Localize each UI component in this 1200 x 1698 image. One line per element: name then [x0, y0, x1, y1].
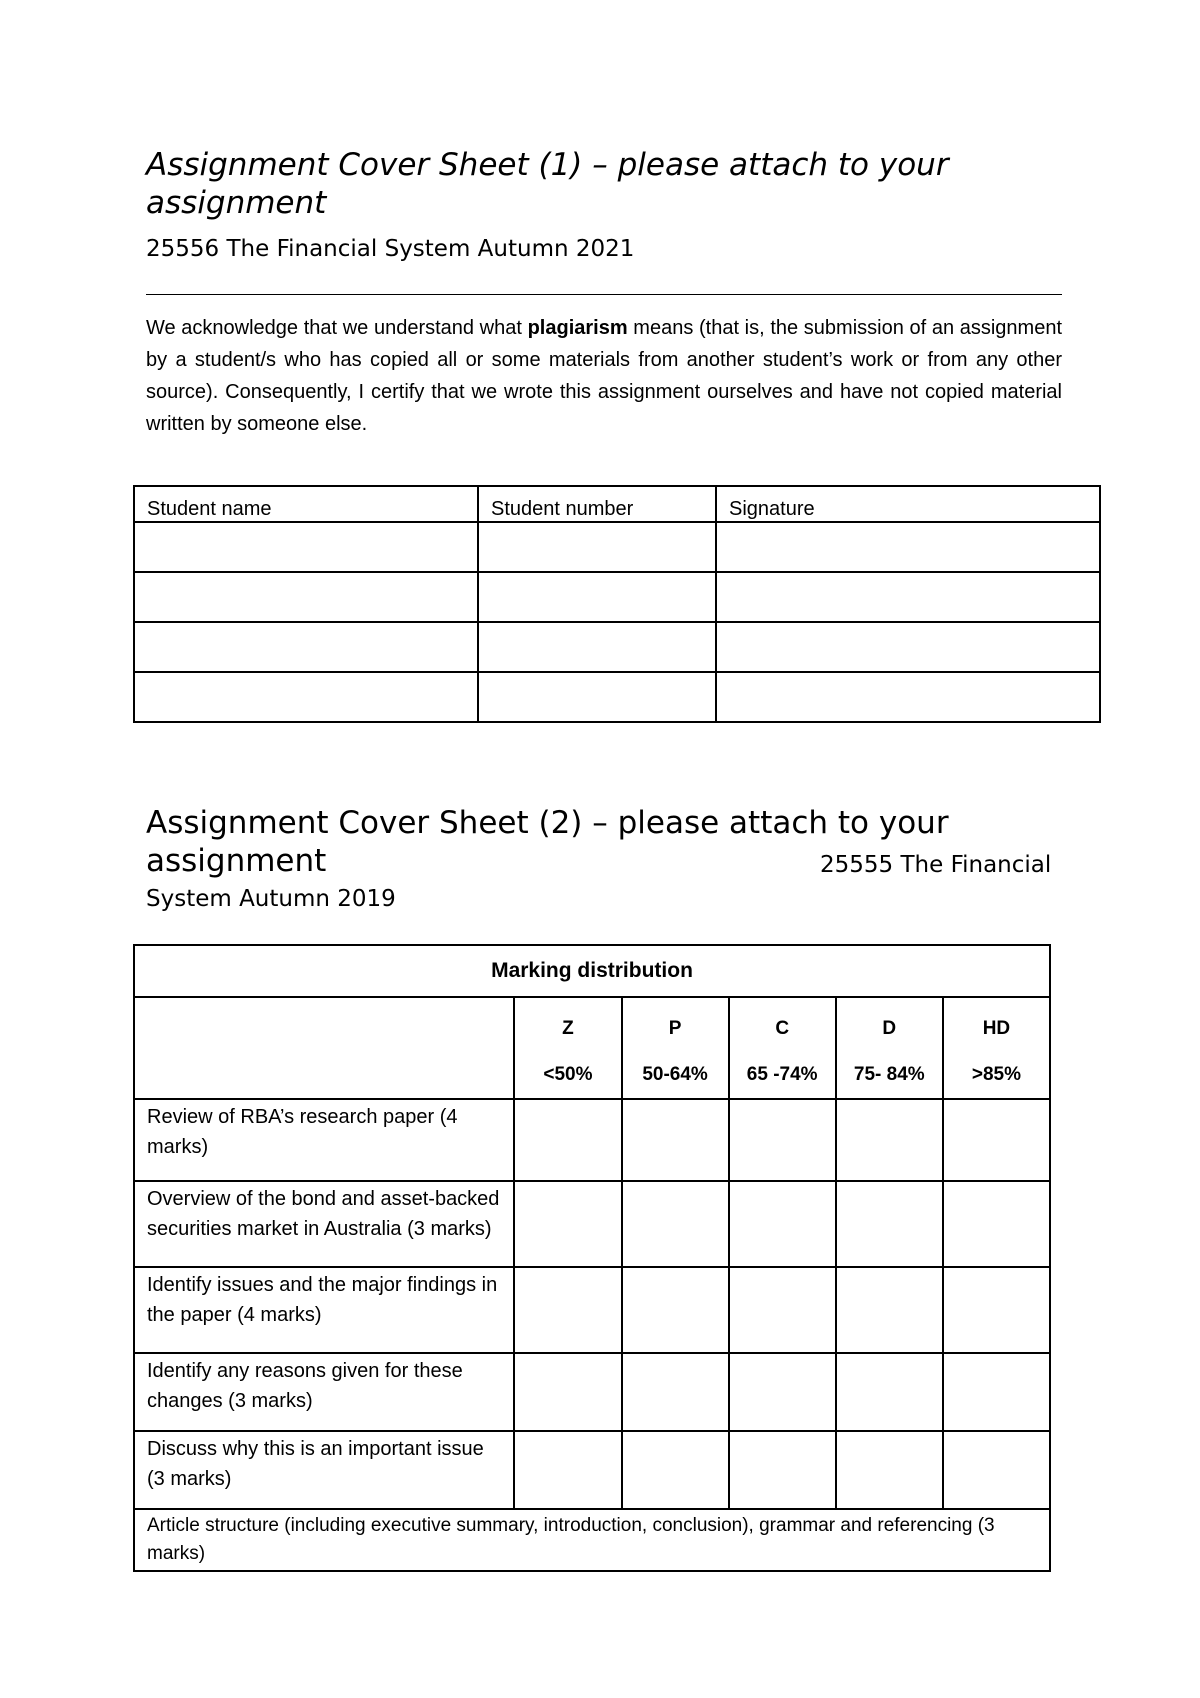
student-table	[133, 485, 1101, 723]
mark-cell[interactable]	[943, 1353, 1050, 1431]
student-number-cell[interactable]	[478, 622, 716, 672]
grade-z	[514, 997, 621, 1099]
blank-header-cell	[134, 997, 514, 1099]
table-row	[134, 1267, 1050, 1353]
student-name-cell[interactable]	[134, 522, 478, 572]
mark-cell[interactable]	[622, 1181, 729, 1267]
signature-cell[interactable]	[716, 622, 1100, 672]
mark-cell[interactable]	[836, 1267, 943, 1353]
mark-cell[interactable]	[943, 1181, 1050, 1267]
grade-hd	[943, 997, 1050, 1099]
grade-p	[622, 997, 729, 1099]
grade-range: <50%	[543, 1064, 593, 1085]
header-student-number: Student number	[478, 486, 716, 522]
table-row	[134, 1181, 1050, 1267]
cover-sheet-2-title: Assignment Cover Sheet (2) – please attach to your assignment	[146, 805, 949, 879]
declaration-text-after: means (that is, the submission of an assignment by a student/s who has copied all or some materials from another student’s work or from any other source). Consequently, I certify that we wrote this assignment ourselves and have not copied material written by someone else.	[146, 317, 1062, 435]
mark-cell[interactable]	[729, 1353, 836, 1431]
cover-sheet-2-subtitle: System Autumn 2019	[146, 886, 396, 912]
header-student-name: Student name	[134, 486, 478, 522]
divider	[146, 294, 1062, 295]
mark-cell[interactable]	[622, 1267, 729, 1353]
header-signature: Signature	[716, 486, 1100, 522]
criterion-label: Identify any reasons given for these changes (3 marks)	[134, 1353, 514, 1431]
table-row	[134, 1509, 1050, 1571]
mark-cell[interactable]	[514, 1099, 621, 1181]
mark-cell[interactable]	[836, 1353, 943, 1431]
grade-range: >85%	[971, 1064, 1021, 1085]
table-row	[134, 1099, 1050, 1181]
table-row	[134, 672, 1100, 722]
table-row	[134, 1353, 1050, 1431]
marking-distribution-table	[133, 944, 1051, 1572]
mark-cell[interactable]	[514, 1431, 621, 1509]
mark-cell[interactable]	[622, 1353, 729, 1431]
grade-letter: C	[775, 1018, 790, 1039]
student-name-cell[interactable]	[134, 672, 478, 722]
student-number-cell[interactable]	[478, 672, 716, 722]
mark-cell[interactable]	[729, 1099, 836, 1181]
student-table-header	[134, 486, 1100, 522]
mark-cell[interactable]	[514, 1181, 621, 1267]
criterion-label: Review of RBA’s research paper (4 marks)	[134, 1099, 514, 1181]
table-row	[134, 622, 1100, 672]
mark-cell[interactable]	[836, 1099, 943, 1181]
mark-cell[interactable]	[729, 1267, 836, 1353]
grade-letter: HD	[982, 1018, 1011, 1039]
grade-range: 75- 84%	[853, 1064, 925, 1085]
grade-letter: P	[668, 1018, 682, 1039]
grade-range: 50-64%	[642, 1064, 708, 1085]
article-structure-criterion: Article structure (including executive summary, introduction, conclusion), grammar and referencing (3 marks)	[134, 1509, 1050, 1571]
signature-cell[interactable]	[716, 672, 1100, 722]
mark-cell[interactable]	[729, 1431, 836, 1509]
signature-cell[interactable]	[716, 572, 1100, 622]
table-row	[134, 522, 1100, 572]
cover-sheet-1-title: Assignment Cover Sheet (1) – please attach to your assignment	[146, 147, 949, 221]
grade-d	[836, 997, 943, 1099]
mark-cell[interactable]	[514, 1267, 621, 1353]
student-number-cell[interactable]	[478, 522, 716, 572]
grade-letter: Z	[562, 1018, 574, 1039]
mark-cell[interactable]	[729, 1181, 836, 1267]
criterion-label: Discuss why this is an important issue (3 marks)	[134, 1431, 514, 1509]
mark-cell[interactable]	[943, 1099, 1050, 1181]
cover-sheet-2-subject-code: 25555 The Financial	[820, 852, 1052, 878]
signature-cell[interactable]	[716, 522, 1100, 572]
declaration-text-before: We acknowledge that we understand what	[146, 317, 528, 339]
student-name-cell[interactable]	[134, 572, 478, 622]
grade-letter: D	[882, 1018, 897, 1039]
criterion-label: Overview of the bond and asset-backed securities market in Australia (3 marks)	[134, 1181, 514, 1267]
criterion-label: Identify issues and the major findings in the paper (4 marks)	[134, 1267, 514, 1353]
student-name-cell[interactable]	[134, 622, 478, 672]
table-row	[134, 572, 1100, 622]
plagiarism-declaration	[146, 312, 1062, 440]
grade-range: 65 -74%	[746, 1064, 818, 1085]
mark-cell[interactable]	[622, 1431, 729, 1509]
mark-cell[interactable]	[622, 1099, 729, 1181]
grade-header-row	[134, 997, 1050, 1099]
mark-cell[interactable]	[836, 1431, 943, 1509]
declaration-keyword: plagiarism	[527, 317, 628, 339]
mark-cell[interactable]	[514, 1353, 621, 1431]
grade-c	[729, 997, 836, 1099]
student-number-cell[interactable]	[478, 572, 716, 622]
cover-sheet-1-subtitle: 25556 The Financial System Autumn 2021	[146, 236, 635, 262]
marking-distribution-title: Marking distribution	[134, 945, 1050, 997]
mark-cell[interactable]	[943, 1431, 1050, 1509]
mark-cell[interactable]	[943, 1267, 1050, 1353]
table-row	[134, 1431, 1050, 1509]
mark-cell[interactable]	[836, 1181, 943, 1267]
